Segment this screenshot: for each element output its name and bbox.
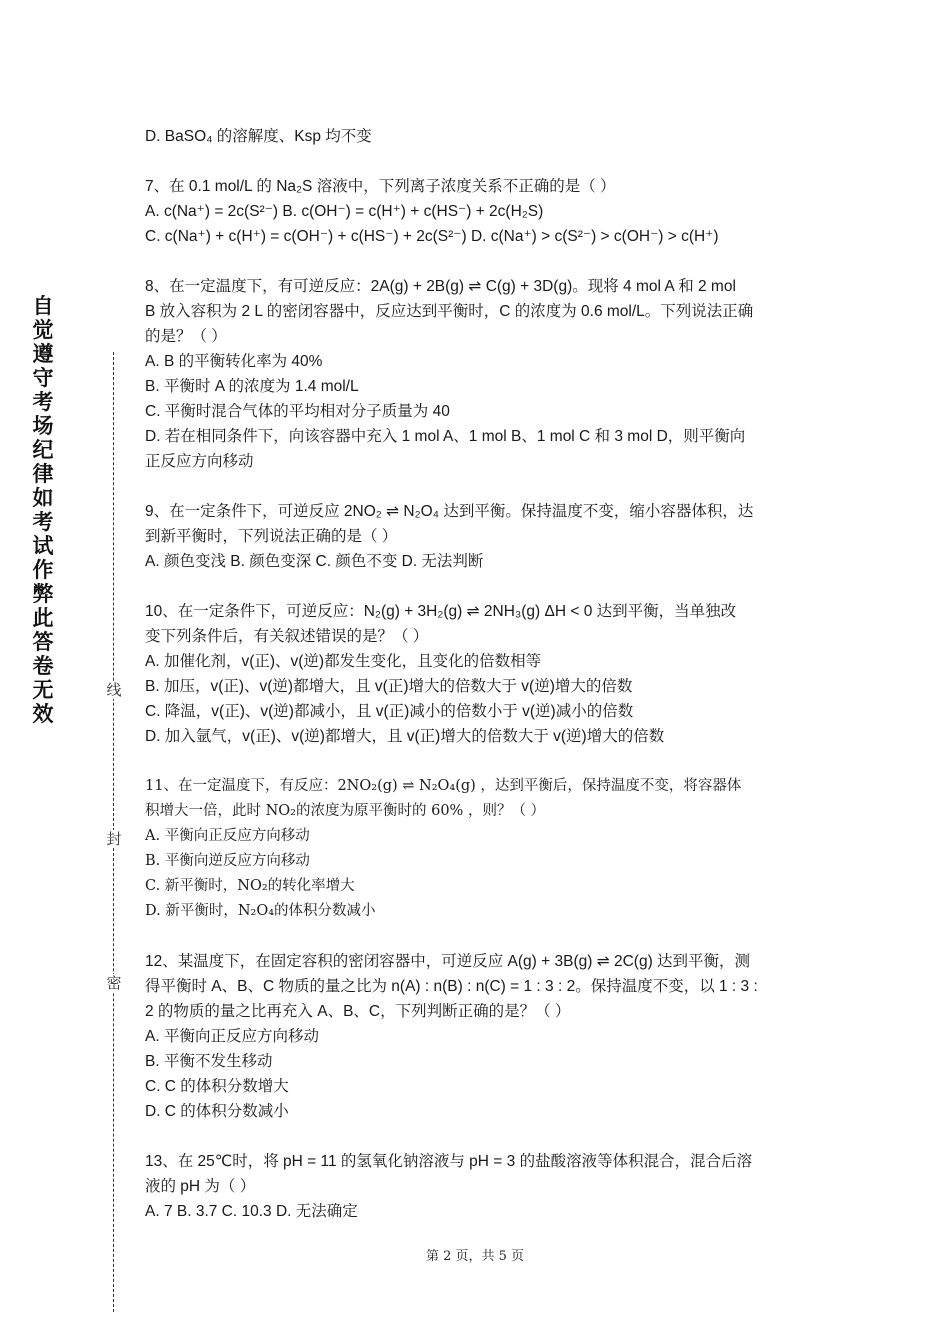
option-b: B. 平衡时 A 的浓度为 1.4 mol/L: [145, 378, 359, 395]
question-12: [145, 949, 810, 1124]
question-11: [145, 774, 810, 924]
exam-discipline-notice: 自觉遵守考场纪律如考试作弊此答卷无效: [32, 293, 54, 726]
question-10: [145, 599, 810, 749]
option-d: 正反应方向移动: [145, 453, 254, 470]
question-content: [145, 124, 810, 1249]
question-stem: 到新平衡时，下列说法正确的是（ ）: [145, 528, 398, 545]
option-c: C. 降温，v(正)、v(逆)都减小，且 v(正)减小的倍数小于 v(逆)减小的倍数: [145, 703, 634, 720]
option-d: D. 若在相同条件下，向该容器中充入 1 mol A、1 mol B、1 mol C 和 3 mol D，则平衡向: [145, 428, 746, 445]
question-stem: 变下列条件后，有关叙述错误的是？（ ）: [145, 628, 429, 645]
page-footer: 第 2 页，共 5 页: [425, 1249, 525, 1264]
question-stem: 液的 pH 为（ ）: [145, 1178, 256, 1195]
option-d: D. 新平衡时，N₂O₄的体积分数减小: [145, 903, 376, 919]
option-b: B. 加压，v(正)、v(逆)都增大，且 v(正)增大的倍数大于 v(逆)增大的倍数: [145, 678, 633, 695]
question-9: [145, 499, 810, 574]
options-line: C. c(Na⁺) + c(H⁺) = c(OH⁻) + c(HS⁻) + 2c(S²⁻) D. c(Na⁺) > c(S²⁻) > c(OH⁻) > c(H⁺): [145, 228, 719, 245]
option-d: D. C 的体积分数减小: [145, 1103, 289, 1120]
question-stem: 8、在一定温度下，有可逆反应：2A(g) + 2B(g) ⇌ C(g) + 3D(g)。现将 4 mol A 和 2 mol: [145, 278, 736, 295]
question-stem: 12、某温度下，在固定容积的密闭容器中，可逆反应 A(g) + 3B(g) ⇌ 2C(g) 达到平衡，测: [145, 953, 751, 970]
option-a: A. 平衡向正反应方向移动: [145, 1028, 319, 1045]
question-13: [145, 1149, 810, 1224]
question-stem: B 放入容积为 2 L 的密闭容器中，反应达到平衡时，C 的浓度为 0.6 mol/L。下列说法正确: [145, 303, 754, 320]
question-stem: 得平衡时 A、B、C 物质的量之比为 n(A) : n(B) : n(C) = 1 : 3 : 2。保持温度不变，以 1 : 3 :: [145, 978, 758, 995]
options-line: A. 颜色变浅 B. 颜色变深 C. 颜色不变 D. 无法判断: [145, 553, 484, 570]
option-b: B. 平衡不发生移动: [145, 1053, 273, 1070]
question-8: [145, 274, 810, 474]
seal-label-line: 线: [104, 681, 124, 699]
question-stem: 的是？（ ）: [145, 328, 227, 345]
option-c: C. 新平衡时，NO₂的转化率增大: [145, 878, 355, 894]
question-7: [145, 174, 810, 249]
question-stem: 13、在 25℃时，将 pH = 11 的氢氧化钠溶液与 pH = 3 的盐酸溶液等体积混合，混合后溶: [145, 1153, 753, 1170]
question-stem: 9、在一定条件下，可逆反应 2NO₂ ⇌ N₂O₄ 达到平衡。保持温度不变，缩小容器体积，达: [145, 503, 754, 520]
option-a: A. B 的平衡转化率为 40%: [145, 353, 323, 370]
options-line: A. c(Na⁺) = 2c(S²⁻) B. c(OH⁻) = c(H⁺) + c(HS⁻) + 2c(H₂S): [145, 203, 544, 220]
option-c: C. C 的体积分数增大: [145, 1078, 289, 1095]
question-6-tail: [145, 124, 810, 149]
seal-label-close: 密: [104, 974, 124, 992]
option-d: D. BaSO₄ 的溶解度、Ksp 均不变: [145, 128, 372, 145]
question-stem: 2 的物质的量之比再充入 A、B、C，下列判断正确的是？（ ）: [145, 1003, 571, 1020]
option-b: B. 平衡向逆反应方向移动: [145, 853, 310, 869]
option-a: A. 平衡向正反应方向移动: [145, 828, 310, 844]
option-d: D. 加入氩气，v(正)、v(逆)都增大，且 v(正)增大的倍数大于 v(逆)增大的倍数: [145, 728, 665, 745]
option-a: A. 加催化剂，v(正)、v(逆)都发生变化，且变化的倍数相等: [145, 653, 542, 670]
question-stem: 7、在 0.1 mol/L 的 Na₂S 溶液中，下列离子浓度关系不正确的是（ ）: [145, 178, 616, 195]
question-stem: 10、在一定条件下，可逆反应：N₂(g) + 3H₂(g) ⇌ 2NH₃(g) ΔH < 0 达到平衡，当单独改: [145, 603, 737, 620]
options-line: A. 7 B. 3.7 C. 10.3 D. 无法确定: [145, 1203, 358, 1220]
option-c: C. 平衡时混合气体的平均相对分子质量为 40: [145, 403, 450, 420]
question-stem: 11、在一定温度下，有反应：2NO₂(g) ⇌ N₂O₄(g) ，达到平衡后，保持温度不变，将容器体: [145, 778, 742, 794]
seal-label-seal: 封: [104, 830, 124, 848]
question-stem: 积增大一倍，此时 NO₂的浓度为原平衡时的 60% ，则？（ ）: [145, 803, 546, 819]
